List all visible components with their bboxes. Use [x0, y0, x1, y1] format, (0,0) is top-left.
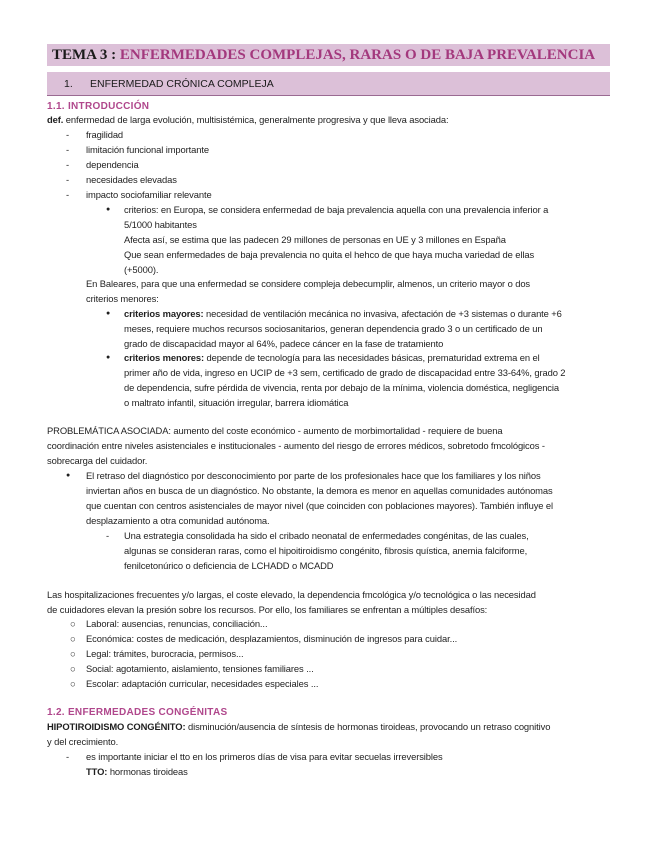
subheading-introduccion: 1.1. INTRODUCCIÓN [47, 101, 150, 112]
hipotiroidismo-label: HIPOTIROIDISMO CONGÉNITO: [47, 721, 186, 732]
dash-marker: - [66, 159, 70, 170]
desafio-item: Social: agotamiento, aislamiento, tensiones familiares ... [86, 663, 314, 674]
hospital-line: de cuidadores elevan la presión sobre los recursos. Por ello, los familiares se enfrentan a múltiples desafíos: [47, 604, 488, 615]
criterios-line: Que sean enfermedades de baja prevalencia no quita el hehco de que haya mucha variedad de ellas [124, 249, 535, 260]
criterios-line: 5/1000 habitantes [124, 219, 197, 230]
criterios-menores-line: o maltrato infantil, situación irregular, barrera idiomática [124, 397, 349, 408]
tto-text: hormonas tiroideas [107, 766, 188, 777]
criterios-mayores-line: grado de discapacidad mayor al 64%, padece cáncer en la fase de tratamiento [124, 338, 444, 349]
criterios-menores-line: primer año de vida, ingreso en UCIP de +3 sem, certificado de grado de discapacidad entre 33-64%, grado 2 [124, 367, 566, 378]
list-item: fragilidad [86, 129, 124, 140]
circle-marker: ○ [70, 633, 76, 644]
list-item: necesidades elevadas [86, 174, 177, 185]
chapter-number: TEMA 3 : [52, 47, 117, 63]
tratamiento-note: es importante iniciar el tto en los primeros días de visa para evitar secuelas irreversibles [86, 751, 443, 762]
chapter-title: ENFERMEDADES COMPLEJAS, RARAS O DE BAJA PREVALENCIA [119, 47, 596, 63]
hipotiroidismo-line: y del crecimiento. [47, 736, 119, 747]
dash-marker: - [66, 144, 70, 155]
criterios-mayores-text: necesidad de ventilación mecánica no invasiva, afectación de +3 sistemas o durante +6 [203, 308, 562, 319]
desafio-item: Escolar: adaptación curricular, necesidades especiales ... [86, 678, 319, 689]
baleares-line: criterios menores: [86, 293, 159, 304]
criterios-menores-line: de dependencia, sufre pérdida de vivencia, renta por debajo de la mínima, violencia doméstica, negligencia [124, 382, 559, 393]
cribado-line: Una estrategia consolidada ha sido el cribado neonatal de enfermedades congénitas, de las cuales, [124, 530, 529, 541]
retraso-line: desplazamiento a otra comunidad autónoma. [86, 515, 270, 526]
subheading-congenitas: 1.2. ENFERMEDADES CONGÉNITAS [47, 707, 228, 718]
criterios-menores-line [124, 351, 540, 365]
tto-line [86, 765, 188, 779]
cribado-line: fenilcetonúrico o deficiencia de LCHADD o MCADD [124, 560, 334, 571]
hipotiroidismo-line [47, 720, 550, 734]
circle-marker: ○ [70, 618, 76, 629]
dash-marker: - [66, 174, 70, 185]
criterios-menores-text: depende de tecnología para las necesidades básicas, prematuridad extrema en el [204, 352, 540, 363]
definition-line [47, 113, 448, 127]
desafio-item: Legal: trámites, burocracia, permisos... [86, 648, 244, 659]
criterios-mayores-line: meses, requiere muchos recursos sociosanitarios, generan dependencia grado 3 o un certificado de un [124, 323, 543, 334]
criterios-line: criterios: en Europa, se considera enfermedad de baja prevalencia aquella con una prevalencia inferior a [124, 204, 549, 215]
section-title-bar [47, 72, 610, 96]
bullet-marker: ● [106, 206, 111, 213]
list-item: limitación funcional importante [86, 144, 210, 155]
baleares-line: En Baleares, para que una enfermedad se considere compleja debecumplir, almenos, un criterio mayor o dos [86, 278, 531, 289]
bullet-marker: ● [106, 310, 111, 317]
dash-marker: - [66, 189, 70, 200]
retraso-line: inviertan años en busca de un diagnóstico. No obstante, la demora es menor en aquellas comunidades autónomas [86, 485, 553, 496]
list-item: impacto sociofamiliar relevante [86, 189, 212, 200]
hospital-line: Las hospitalizaciones frecuentes y/o largas, el coste elevado, la dependencia fmcológica y/o tecnológica o las necesidad [47, 589, 536, 600]
criterios-line: Afecta así, se estima que las padecen 29 millones de personas en UE y 3 millones en España [124, 234, 506, 245]
dash-marker: - [66, 751, 70, 762]
bullet-marker: ● [66, 472, 71, 479]
dash-marker: - [66, 129, 70, 140]
retraso-line: El retraso del diagnóstico por desconocimiento por parte de los profesionales hace que los familiares y los niños [86, 470, 541, 481]
problematica-line: sobrecarga del cuidador. [47, 455, 148, 466]
criterios-mayores-label: criterios mayores: [124, 308, 204, 319]
circle-marker: ○ [70, 663, 76, 674]
chapter-title-bar [47, 44, 610, 66]
tto-label: TTO: [86, 766, 108, 777]
desafio-item: Laboral: ausencias, renuncias, conciliación... [86, 618, 268, 629]
section-number: 1. [64, 78, 73, 90]
circle-marker: ○ [70, 648, 76, 659]
criterios-line: (+5000). [124, 264, 159, 275]
criterios-menores-label: criterios menores: [124, 352, 205, 363]
hipotiroidismo-text: disminución/ausencia de síntesis de hormonas tiroideas, provocando un retraso cognitivo [185, 721, 551, 732]
bullet-marker: ● [106, 354, 111, 361]
definition-text: enfermedad de larga evolución, multisistémica, generalmente progresiva y que lleva asociada: [63, 114, 449, 125]
problematica-line: PROBLEMÁTICA ASOCIADA: aumento del coste económico - aumento de morbimortalidad - requiere de buena [47, 425, 503, 436]
retraso-line: que cuentan con centros asistenciales de mayor nivel (que coinciden con poblaciones mayores). También influye el [86, 500, 554, 511]
circle-marker: ○ [70, 678, 76, 689]
problematica-line: coordinación entre niveles asistenciales e institucionales - aumento del riesgo de errores médicos, sobretodo fmcológicos - [47, 440, 545, 451]
dash-marker: - [106, 530, 110, 541]
criterios-mayores-line [124, 307, 562, 321]
cribado-line: algunas se consideran raras, como el hipoitiroidismo congénito, fibrosis quística, anemia falciforme, [124, 545, 528, 556]
definition-label: def. [47, 114, 64, 125]
list-item: dependencia [86, 159, 139, 170]
desafio-item: Económica: costes de medicación, desplazamientos, disminución de ingresos para cuidar... [86, 633, 458, 644]
section-title: ENFERMEDAD CRÓNICA COMPLEJA [90, 78, 274, 90]
